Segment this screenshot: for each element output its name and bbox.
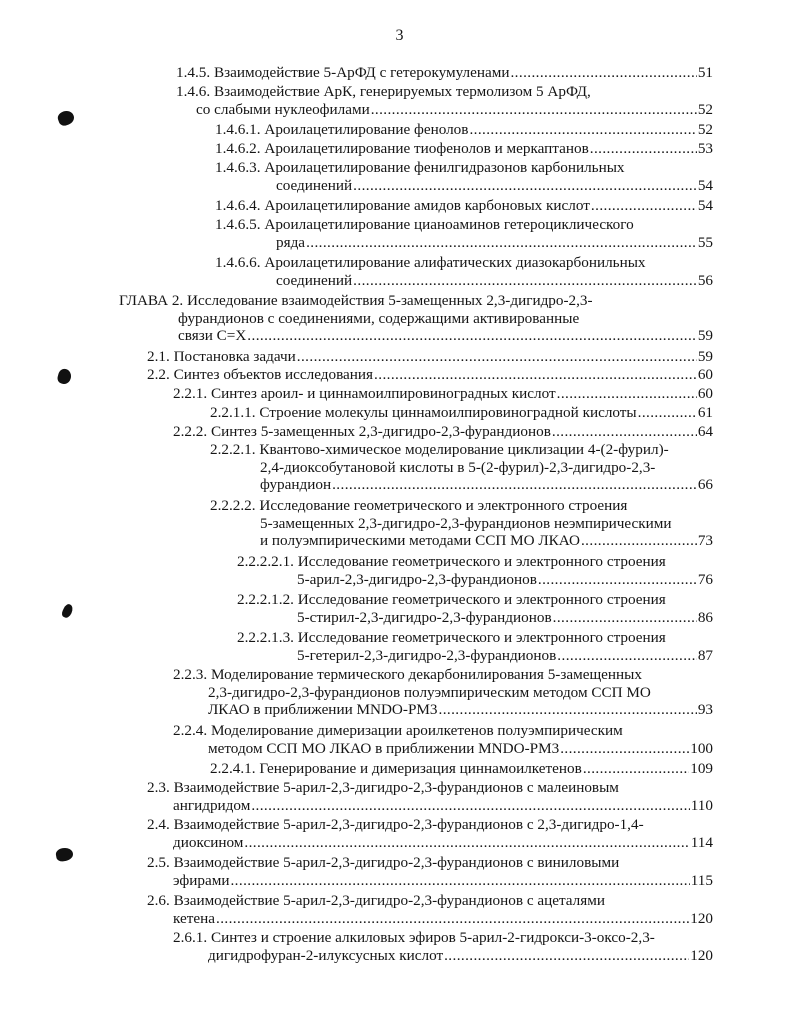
page-ref: 61	[697, 404, 713, 421]
toc-entry: ГЛАВА 2. Исследование взаимодействия 5-замещенных 2,3-дигидро-2,3- фурандионов с соединениями, содержащими активированные связи С=Х ..... 59	[119, 292, 713, 345]
page-number: 3	[395, 27, 404, 44]
page-ref: 52	[697, 100, 713, 118]
toc-entry: 1.4.5. Взаимодействие 5-АрФД с гетерокумуленами ..... 51	[176, 64, 713, 82]
toc-entry: 2.2.3. Моделирование термического декарбонилирования 5-замещенных 2,3-дигидро-2,3-фурандионов полуэмпирическим методом ССП МО ЛКАО в приближении MNDO-PM3 ..... 93	[173, 666, 713, 719]
toc-entry: 2.2.2.1.3. Исследование геометрического и электронного строения 5-гетерил-2,3-дигидро-2,3-фурандионов ..... 87	[237, 629, 713, 664]
page-ref: 55	[697, 233, 713, 251]
page-ref: 54	[697, 197, 713, 214]
toc-entry: 2.2.1.1. Строение молекулы циннамоилпировиноградной кислоты ..... 61	[210, 404, 713, 422]
toc-entry: 2.2.4.1. Генерирование и димеризация циннамоилкетенов ..... 109	[210, 760, 713, 778]
toc-entry: 2.2.2.1. Квантово-химическое моделирование циклизации 4-(2-фурил)- 2,4-диоксобутановой кислоты в 5-(2-фурил)-2,3-дигидро-2,3- фурандион ..... 66	[210, 441, 713, 494]
page-ref: 59	[697, 348, 713, 365]
page-ref: 93	[697, 701, 713, 719]
toc-entry: 2.4. Взаимодействие 5-арил-2,3-дигидро-2,3-фурандионов с 2,3-дигидро-1,4- диоксином ..... 114	[147, 816, 713, 851]
toc-entry: 1.4.6.6. Ароилацетилирование алифатических диазокарбонильных соединений ..... 56	[215, 254, 713, 289]
toc-entry: 2.2.2. Синтез 5-замещенных 2,3-дигидро-2,3-фурандионов ..... 64	[173, 423, 713, 441]
page-ref: 51	[697, 64, 713, 81]
toc-entry: 2.5. Взаимодействие 5-арил-2,3-дигидро-2,3-фурандионов с виниловыми эфирами ..... 115	[147, 854, 713, 889]
page-ref: 64	[697, 423, 713, 440]
scan-blot	[55, 847, 74, 863]
toc-entry: 2.2.4. Моделирование димеризации ароилкетенов полуэмпирическим методом ССП МО ЛКАО в приближении MNDO-PM3 ..... 100	[173, 722, 713, 757]
toc-entry: 1.4.6.4. Ароилацетилирование амидов карбоновых кислот ..... 54	[215, 197, 713, 215]
page-ref: 120	[690, 909, 713, 927]
page-ref: 87	[697, 646, 713, 664]
page-ref: 114	[690, 833, 713, 851]
page-ref: 110	[690, 796, 713, 814]
scan-blot	[60, 603, 74, 619]
page-ref: 100	[690, 739, 713, 757]
page-ref: 53	[697, 140, 713, 157]
toc-entry: 2.6. Взаимодействие 5-арил-2,3-дигидро-2,3-фурандионов с ацеталями кетена ..... 120	[147, 892, 713, 927]
page-ref: 66	[697, 476, 713, 494]
page-ref: 59	[697, 327, 713, 345]
page-ref: 109	[690, 760, 713, 777]
page-ref: 73	[697, 532, 713, 550]
toc-entry: 2.2.1. Синтез ароил- и циннамоилпировиноградных кислот ..... 60	[173, 385, 713, 403]
toc-entry: 2.2.2.2. Исследование геометрического и электронного строения 5-замещенных 2,3-дигидро-2,3-фурандионов неэмпирическими и полуэмпирическими методами ССП МО ЛКАО ..... 73	[210, 497, 713, 550]
page-ref: 60	[697, 366, 713, 383]
page-ref: 120	[690, 946, 713, 964]
page-ref: 54	[697, 176, 713, 194]
toc-entry: 1.4.6.3. Ароилацетилирование фенилгидразонов карбонильных соединений ..... 54	[215, 159, 713, 194]
toc-entry: 2.3. Взаимодействие 5-арил-2,3-дигидро-2,3-фурандионов с малеиновым ангидридом ..... 110	[147, 779, 713, 814]
toc-entry: 1.4.6. Взаимодействие АрК, генерируемых термолизом 5 АрФД, со слабыми нуклеофилами ..... 52	[176, 83, 713, 118]
scan-blot	[56, 368, 72, 386]
page-ref: 56	[697, 271, 713, 289]
toc-entry: 1.4.6.1. Ароилацетилирование фенолов ..... 52	[215, 121, 713, 139]
page-ref: 86	[697, 608, 713, 626]
toc-entry: 2.1. Постановка задачи ..... 59	[147, 348, 713, 366]
toc-entry: 1.4.6.2. Ароилацетилирование тиофенолов и меркаптанов ..... 53	[215, 140, 713, 158]
toc-entry: 2.2.2.2.1. Исследование геометрического и электронного строения 5-арил-2,3-дигидро-2,3-фурандионов ..... 76	[237, 553, 713, 588]
page-ref: 60	[697, 385, 713, 402]
page-ref: 52	[697, 121, 713, 138]
toc-entry: 2.2.2.1.2. Исследование геометрического и электронного строения 5-стирил-2,3-дигидро-2,3-фурандионов ..... 86	[237, 591, 713, 626]
scan-blot	[56, 109, 76, 128]
toc-entry: 2.2. Синтез объектов исследования ..... 60	[147, 366, 713, 384]
toc-entry: 2.6.1. Синтез и строение алкиловых эфиров 5-арил-2-гидрокси-3-оксо-2,3- дигидрофуран-2-илуксусных кислот ..... 120	[173, 929, 713, 964]
page-ref: 115	[690, 871, 713, 889]
page-ref: 76	[697, 570, 713, 588]
toc-entry: 1.4.6.5. Ароилацетилирование цианоаминов гетероциклического ряда ..... 55	[215, 216, 713, 251]
